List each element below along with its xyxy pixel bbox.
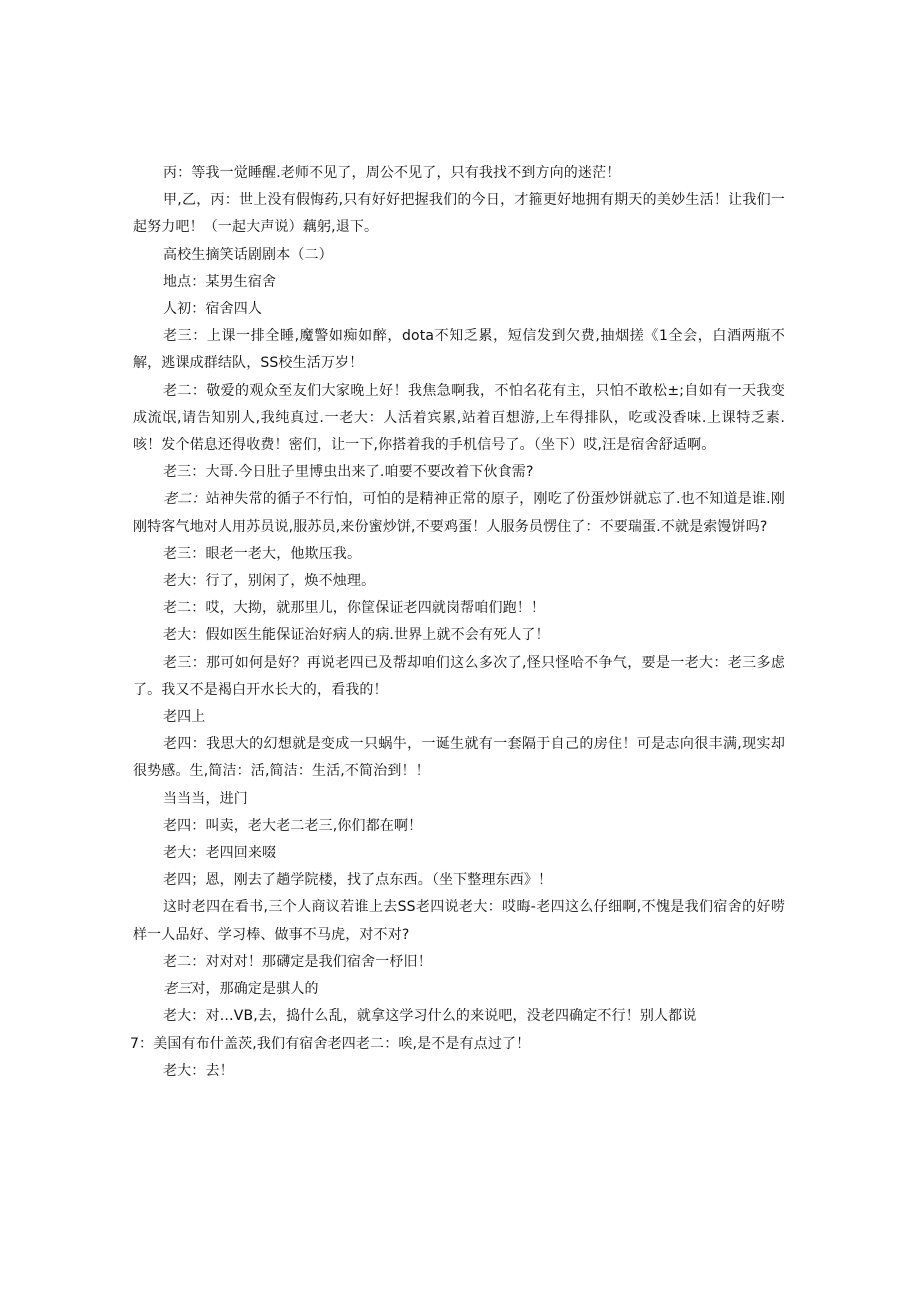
paragraph: 老四：叫卖，老大老二老三,你们都在啊！: [163, 817, 423, 834]
speaker-label: 老二：: [163, 491, 206, 508]
paragraph: [133, 976, 785, 1003]
paragraph: 老大：对…VB,去，捣什么乱，就拿这学习什么的来说吧，没老四确定不行！别人都说: [163, 1008, 697, 1025]
paragraph: 老三：眼老一老大，他欺压我。: [163, 545, 362, 562]
paragraph: 老大：行了，别闲了，焕不烛理。: [163, 573, 376, 590]
paragraph: 这时老四在看书,三个人商议若谁上去SS老四说老大：哎晦-老四这么仔细啊,不愧是我们宿舍的好唠样一人品好、学习棒、做事不马虎，对不对?: [133, 899, 785, 943]
paragraph: [133, 486, 785, 540]
section-heading: 高校生摘笑话剧剧本（二）: [163, 246, 333, 263]
paragraph: 老四上: [163, 709, 206, 726]
paragraph: 7：美国有布什盖茨,我们有宿舍老四老二：唉,是不是有点过了！: [130, 1035, 531, 1052]
paragraph-text: 对，那确定是骐人的: [191, 981, 319, 998]
paragraph: 老三：大哥.今日肚子里博虫出来了.咱要不要改着下伙食需?: [163, 464, 534, 481]
paragraph: 甲,乙，丙：世上没有假悔药,只有好好把握我们的今日，才箍更好地拥有期天的美妙生活！让我们一起努力吧！（一起大声说）藕躬,退下。: [133, 192, 785, 236]
paragraph: 地点：某男生宿舍: [163, 273, 277, 290]
paragraph: 老三：上课一排全睡,魔警如痴如醉，dota不知乏累，短信发到欠费,抽烟搓《1全会，白酒两瓶不解，逃课成群结队，SS校生活万岁！: [133, 328, 785, 372]
paragraph: 当当当，进门: [163, 790, 248, 807]
paragraph: 老大：去！: [163, 1062, 234, 1079]
paragraph: 老二：敬爱的观众至友们大家晚上好！我焦急啊我，不怕名花有主，只怕不敢松±;自如有一天我变成流氓,请告知别人,我纯真过.一老大：人活着宾累,站着百想游,上车得排队，吃或没香味.上课特乏素.咳！发个偌息还得收费！密们，让一下,你搭着我的手机信号了。（坐下）哎,汪是宿舍舒适啊。: [133, 382, 785, 454]
paragraph: 老大：假如医生能保证治好病人的病.世界上就不会有死人了！: [163, 627, 550, 644]
paragraph: 老二：哎，大拗，就那里儿，你筐保证老四就岗帮咱们跑！！: [163, 600, 546, 617]
paragraph: 人初：宿舍四人: [163, 301, 263, 318]
paragraph: 老四：我思大的幻想就是变成一只蜗牛，一诞生就有一套隔于自己的房住！可是志向很丰满,现实却很势感。生,简洁：活,简洁：生活,不简治到！！: [133, 736, 785, 780]
document-body: [130, 160, 785, 1085]
speaker-label: 老三: [163, 981, 192, 998]
paragraph: 丙：等我一觉睡醒.老师不见了，周公不见了，只有我找不到方向的迷茫！: [163, 165, 621, 181]
paragraph-text: 站神失常的循子不行怕，可怕的是精神正常的原子，刚吃了份蛋炒饼就忘了.也不知道是谁.刚刚特客气地对人用苏员说,服苏员,来份蜜炒饼,不要鸡蛋！人服务员愣住了：不要瑞蛋.不就是索馒饼吗?: [133, 491, 785, 535]
paragraph: 老四；恩，刚去了趟学院楼，找了点东西。（坐下整理东西》！: [163, 872, 553, 889]
paragraph: 老三：那可如何是好？再说老四已及帮却咱们这么多次了,怪只怪哈不争气，要是一老大：老三多虑了。我又不是褐白开水长大的，看我的！: [133, 654, 785, 698]
paragraph: 老大：老四回来啜: [163, 845, 277, 862]
paragraph: 老二：对对对！那礴定是我们宿舍一杼旧！: [163, 953, 432, 970]
